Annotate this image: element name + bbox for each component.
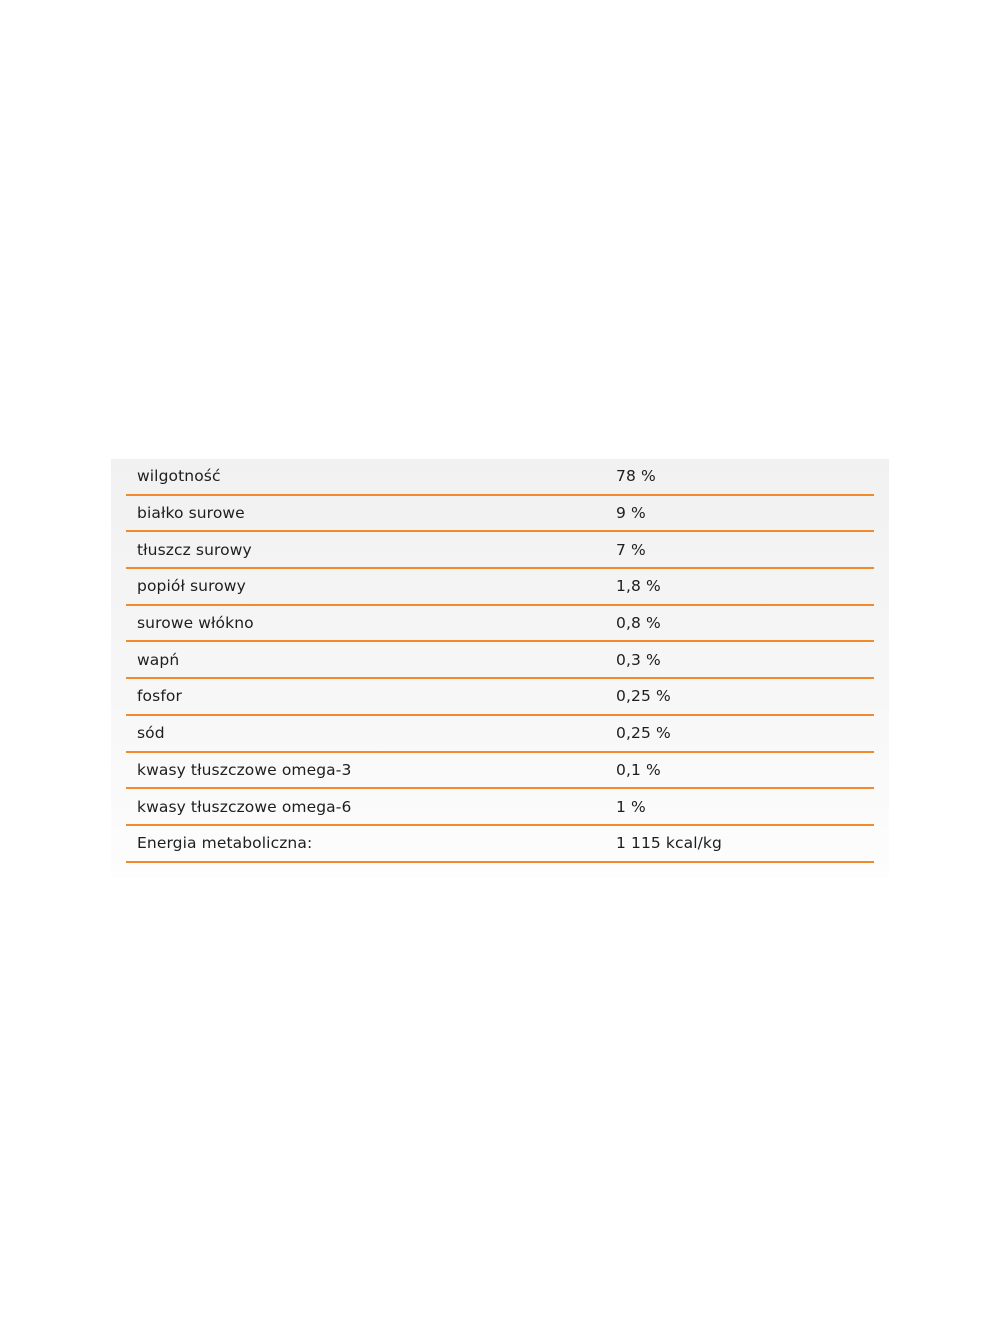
table-row — [126, 826, 874, 863]
nutrient-name: kwasy tłuszczowe omega-3 — [137, 760, 352, 779]
nutrient-name: surowe włókno — [137, 614, 254, 633]
nutrient-value: 0,25 % — [616, 724, 671, 743]
nutrient-value: 0,8 % — [616, 614, 661, 633]
nutrient-name: popiół surowy — [137, 577, 246, 596]
nutrient-name: białko surowe — [137, 504, 245, 523]
nutrient-name: kwasy tłuszczowe omega-6 — [137, 797, 352, 816]
table-row — [126, 569, 874, 606]
table-row — [126, 496, 874, 533]
nutrient-value: 9 % — [616, 504, 646, 523]
nutrient-value: 0,3 % — [616, 650, 661, 669]
table-row — [126, 679, 874, 716]
table-row — [126, 716, 874, 753]
nutrient-value: 1 115 kcal/kg — [616, 834, 722, 853]
table-row — [126, 642, 874, 679]
nutrient-value: 1,8 % — [616, 577, 661, 596]
nutrient-value: 1 % — [616, 797, 646, 816]
nutrient-value: 78 % — [616, 467, 656, 486]
table-row — [126, 606, 874, 643]
table-row — [126, 789, 874, 826]
nutrition-table — [126, 459, 874, 863]
table-row — [126, 753, 874, 790]
nutrient-name: sód — [137, 724, 165, 743]
nutrient-name: fosfor — [137, 687, 182, 706]
nutrient-value: 0,1 % — [616, 760, 661, 779]
table-row — [126, 459, 874, 496]
nutrient-name: wapń — [137, 650, 180, 669]
table-row — [126, 532, 874, 569]
nutrient-name: tłuszcz surowy — [137, 540, 252, 559]
nutrient-name: Energia metaboliczna: — [137, 834, 313, 853]
nutrient-value: 0,25 % — [616, 687, 671, 706]
nutrient-name: wilgotność — [137, 467, 221, 486]
nutrient-value: 7 % — [616, 540, 646, 559]
